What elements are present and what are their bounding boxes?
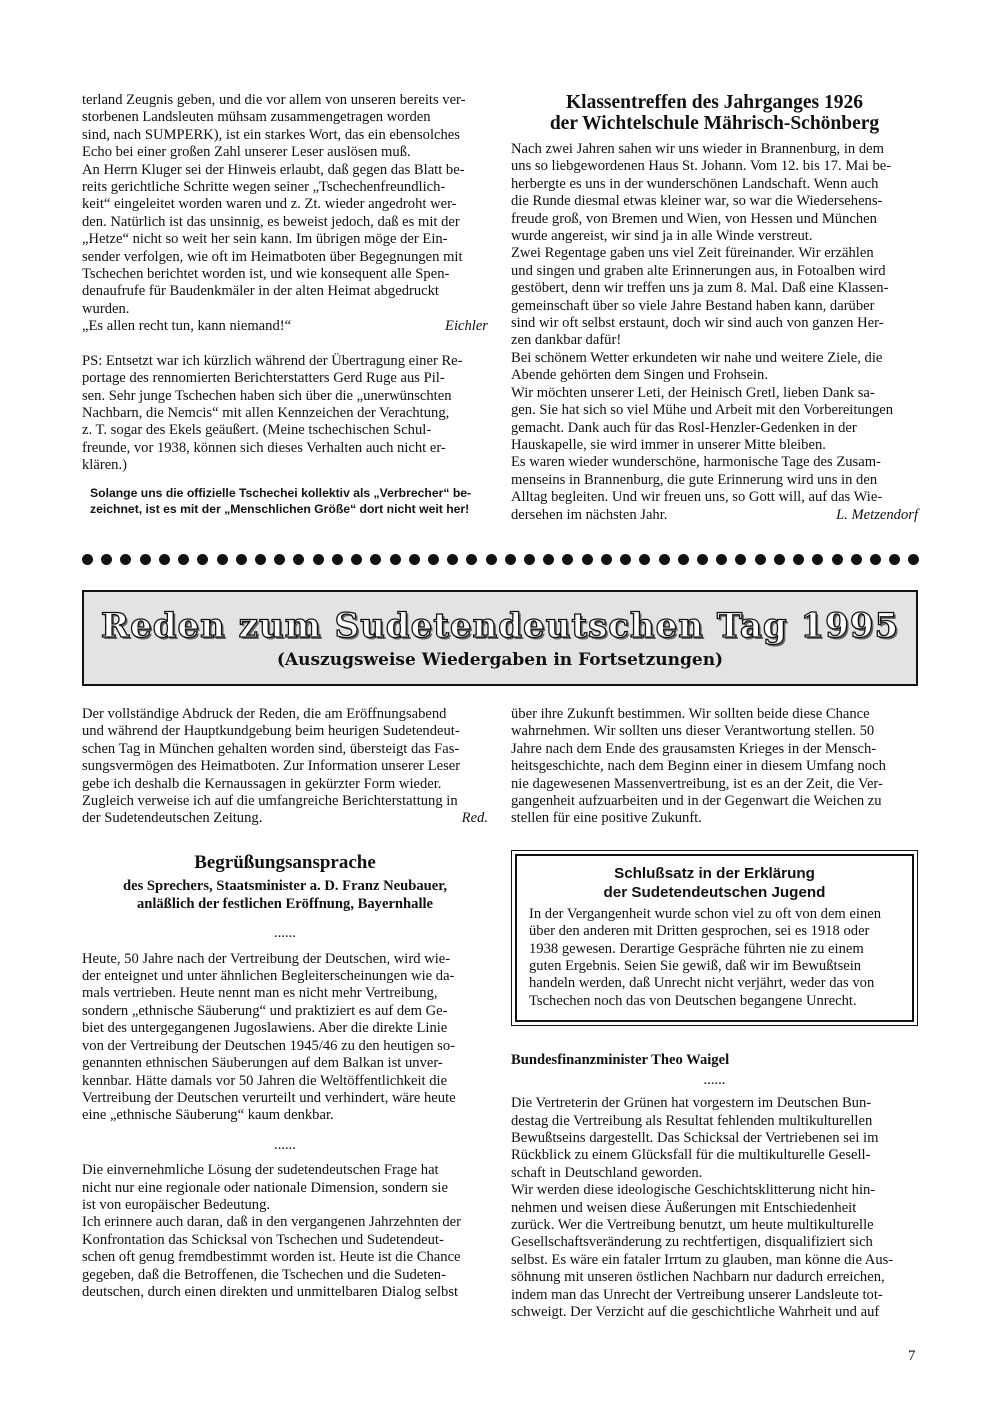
text-line: schen Tag in München gehalten worden sind, übersteigt das Fas- (82, 740, 460, 757)
separator-dot (678, 554, 689, 565)
text-line: „Hetze“ nicht so weit her sein kann. Im übrigen möge der Ein- (82, 231, 448, 248)
separator-dot (562, 554, 573, 565)
separator-dot (716, 554, 727, 565)
note-line: Solange uns die offizielle Tschechei kollektiv als „Verbrecher“ be- (90, 485, 472, 500)
editor-signature: Red. (461, 810, 488, 827)
text-line: über den anderen mit Dritten gesprochen, sei es 1918 oder (529, 923, 870, 940)
ellipsis: ...... (274, 1136, 296, 1153)
text-line: und singen und graben alte Erinnerungen aus, in Fotoalben wird (511, 262, 886, 279)
text-line: gegeben, daß die Betroffenen, die Tschechen und die Sudeten- (82, 1266, 446, 1283)
text-line: Die Vertreterin der Grünen hat vorgestern im Deutschen Bun- (511, 1095, 872, 1112)
text-line: Zugleich verweise ich auf die umfangreiche Berichterstattung in (82, 793, 458, 810)
text-line: genannten ethnischen Säuberungen auf dem Balkan ist unver- (82, 1055, 443, 1072)
separator-dot (313, 554, 324, 565)
text-line: freude groß, von Bremen und Wien, von Hessen und München (511, 210, 877, 227)
text-line: gebe ich deshalb die Kernaussagen in gekürzter Form wieder. (82, 775, 442, 792)
text-line: gangenheit aufzuarbeiten und in der Gegenwart die Weichen zu (511, 793, 882, 810)
separator-dot (197, 554, 208, 565)
text-line: nicht nur eine regionale oder nationale Dimension, sondern sie (82, 1179, 448, 1196)
text-line: Die einvernehmliche Lösung der sudetendeutschen Frage hat (82, 1162, 439, 1179)
text-line: Bei schönem Wetter erkundeten wir nahe und weitere Ziele, die (511, 349, 883, 366)
separator-dot (82, 554, 93, 565)
separator-dot (582, 554, 593, 565)
separator-dot (370, 554, 381, 565)
separator-dot (486, 554, 497, 565)
separator-dot (447, 554, 458, 565)
text-line: menseins in Brannenburg, die gute Erinnerung wird uns in den (511, 471, 878, 488)
text-line: Abende gehörten dem Singen und Frohsein. (511, 367, 768, 384)
ps-line: portage des rennomierten Berichterstatters Gerd Ruge aus Pil- (82, 370, 445, 387)
text-line: wurde angereist, wir sind ja in alle Winde verstreut. (511, 228, 813, 245)
text-line: Bewußtseins dargestellt. Das Schicksal der Vertriebenen sei im (511, 1129, 879, 1146)
separator-dot (140, 554, 151, 565)
ps-line: z. T. sogar des Ekels geäußert. (Meine tschechischen Schul- (82, 422, 432, 439)
box-title-line: der Sudetendeutschen Jugend (603, 883, 826, 901)
separator-dot (217, 554, 228, 565)
text-line: zurück. Wer die Vertreibung benutzt, um heute multikulturelle (511, 1216, 874, 1233)
box-title (529, 864, 900, 902)
waigel-heading: Bundesfinanzminister Theo Waigel (511, 1052, 730, 1069)
text-line: biet des untergegangenen Jugoslawiens. Aber die direkte Linie (82, 1020, 448, 1037)
page-number: 7 (908, 1348, 916, 1364)
text-line: söhnung mit unseren östlichen Nachbarn nur dadurch erreichen, (511, 1269, 885, 1286)
text-line: Zwei Regentage gaben uns viel Zeit füreinander. Wir erzählen (511, 245, 874, 262)
text-line: In der Vergangenheit wurde schon viel zu oft von dem einen (529, 905, 882, 922)
text-line: gestöbert, denn wir treffen uns ja zum 8. Mal. Daß eine Klassen- (511, 280, 889, 297)
bold-note (90, 485, 488, 517)
text-line: eine „ethnische Säuberung“ kaum denkbar. (82, 1107, 334, 1124)
banner-title: Reden zum Sudetendeutschen Tag 1995 (100, 606, 900, 646)
text-line: herbergte es uns in der wunderschönen Landschaft. Wenn auch (511, 175, 879, 192)
separator-dot (543, 554, 554, 565)
separator-dot (101, 554, 112, 565)
text-line: gemacht. Dank auch für das Rosl-Henzler-Gedenken in der (511, 419, 857, 436)
text-line: deutschen, durch einen direkten und unmittelbaren Dialog selbst (82, 1283, 459, 1300)
text-line: storbenen Landsleuten mühsam zusammengetragen worden (82, 109, 431, 126)
text-line: denaufrufe für Baudenkmäler in der alten Heimat abgedruckt (82, 283, 439, 300)
text-line: zen dankbar dafür! (511, 332, 622, 349)
box-title-line: Schlußsatz in der Erklärung (614, 864, 815, 882)
text-line: wahrnehmen. Wir sollten uns dieser Verantwortung stellen. 50 (511, 723, 875, 740)
separator-dot (332, 554, 343, 565)
text-line: Rückblick zu einem Glücksfall für die multikulturelle Gesell- (511, 1147, 871, 1164)
text-line: Tschechen berichtet worden ist, und wie konsequent alle Spen- (82, 266, 450, 283)
signature-row (511, 507, 918, 524)
right-top-column (511, 92, 918, 524)
text-line: stellen für eine positive Zukunft. (511, 810, 702, 827)
text-line: reits gerichtliche Schritte wegen seiner „Tschechenfreundlich- (82, 179, 446, 196)
separator-dot (851, 554, 862, 565)
text-line: Hauskapelle, sie wird immer in unserer Mitte bleiben. (511, 436, 826, 453)
separator-dot (639, 554, 650, 565)
text-line: keit“ eingeleitet worden waren und z. Zt. wieder angedroht wer- (82, 196, 457, 213)
separator-dot (908, 554, 919, 565)
ellipsis: ...... (274, 925, 296, 942)
text-line: guten Ergebnis. Seien Sie gewiß, daß wir im Bewußtsein (529, 958, 862, 975)
text-line: Nach zwei Jahren sahen wir uns wieder in Brannenburg, in dem (511, 141, 884, 157)
text-line: Ich erinnere auch daran, daß in den vergangenen Jahrzehnten der (82, 1214, 461, 1231)
text-line: mals vertrieben. Heute nennt man es nicht mehr Vertreibung, (82, 985, 438, 1002)
text-line: handeln werden, daß Unrecht nicht verjährt, weder das von (529, 975, 875, 992)
separator-dot (832, 554, 843, 565)
text-line: ist von europäischer Bedeutung. (82, 1196, 271, 1213)
text-line: 1938 gewesen. Derartige Gespräche führten nie zu einem (529, 940, 864, 957)
quote-row (82, 318, 488, 335)
ps-line: Nachbarn, die Nemcis“ mit allen Kennzeichen der Verachtung, (82, 404, 450, 421)
text-line: Alltag begleiten. Und wir freuen uns, so Gott will, auf das Wie- (511, 489, 883, 506)
text-line: heitsgeschichte, nach dem Beginn einer in diesem Umfang noch (511, 758, 886, 775)
separator-dot (659, 554, 670, 565)
text-line: Vertreibung der Deutschen verurteilt und verhindert, wäre heute (82, 1089, 456, 1106)
text-line: wurden. (82, 300, 130, 317)
separator-dot (735, 554, 746, 565)
text-line: destag die Vertreibung als Resultat fehlenden multikulturellen (511, 1112, 873, 1129)
separator-dot (409, 554, 420, 565)
text-line: gemeinschaft über so viele Jahre Bestand haben kann, darüber (511, 297, 875, 314)
text-line: Heute, 50 Jahre nach der Vertreibung der Deutschen, wird wie- (82, 950, 451, 967)
text-line: terland Zeugnis geben, und die vor allem von unseren bereits ver- (82, 92, 466, 108)
text-line: Wir möchten unserer Leti, der Heinisch Gretl, lieben Dank sa- (511, 384, 875, 401)
ellipsis: ...... (703, 1071, 726, 1088)
text-line: gen. Sie hat sich so viel Mühe und Arbeit mit den Vorbereitungen (511, 402, 894, 419)
separator-dot (774, 554, 785, 565)
separator-dot (274, 554, 285, 565)
text-line: dersehen im nächsten Jahr. (511, 506, 668, 523)
text-line: indem man das Unrecht der Vertreibung unserer Landsleute tot- (511, 1286, 883, 1303)
intro-signature-row (82, 810, 488, 827)
text-line: sender verfolgen, wie oft im Heimatboten über Begegnungen mit (82, 248, 463, 265)
speech-subtitle (82, 877, 488, 913)
text-line: Echo bei einer großen Zahl unserer Leser auslösen muß. (82, 144, 411, 161)
separator-dot (428, 554, 439, 565)
text-line: den. Natürlich ist das unsinnig, es beweist jedoch, daß es mit der (82, 213, 460, 230)
text-line: sind, nach SUMPERK), ist ein starkes Wort, das ein ebensolches (82, 126, 460, 143)
text-line: Tschechen noch das von Deutschen begangene Unrecht. (529, 992, 857, 1009)
quote: „Es allen recht tun, kann niemand!“ (82, 318, 292, 335)
text-line: über ihre Zukunft bestimmen. Wir sollten beide diese Chance (511, 706, 870, 722)
separator-dot (793, 554, 804, 565)
text-line: Es waren wieder wunderschöne, harmonische Tage des Zusam- (511, 454, 881, 471)
separator-dot (755, 554, 766, 565)
separator-dot (159, 554, 170, 565)
title-line: Klassentreffen des Jahrganges 1926 (565, 92, 863, 113)
text-line: und während der Hauptkundgebung beim heurigen Sudetendeut- (82, 723, 460, 740)
text-line: selbst. Es wäre ein fataler Irrtum zu glauben, man könne die Aus- (511, 1251, 894, 1268)
text-line: nehmen und weisen diese Äußerungen mit Entschiedenheit (511, 1199, 857, 1216)
text-line: schweigt. Der Verzicht auf die geschichtliche Wahrheit und auf (511, 1303, 880, 1320)
ps-line: klären.) (82, 457, 127, 474)
subtitle-line: des Sprechers, Staatsminister a. D. Franz Neubauer, (122, 878, 448, 895)
text-line: sondern „ethnische Säuberung“ und praktiziert es auf dem Ge- (82, 1002, 448, 1019)
article-author: L. Metzendorf (836, 506, 918, 523)
text-line: die Runde diesmal etwas kleiner war, so war die Wiedersehens- (511, 193, 883, 210)
separator-dot (390, 554, 401, 565)
separator-dot (255, 554, 266, 565)
text-line: schen oft genug fremdbestimmt worden ist. Heute ist die Chance (82, 1249, 461, 1266)
box-text (529, 906, 900, 1010)
youth-declaration-box (515, 854, 914, 1022)
separator-dot (120, 554, 131, 565)
text-line: sind wir oft selbst erstaunt, doch wir sind auch von ganzen Her- (511, 315, 884, 332)
separator-dot (466, 554, 477, 565)
separator-dot (505, 554, 516, 565)
text-line: Jahre nach dem Ende des grausamsten Krieges in der Mensch- (511, 740, 877, 757)
article-title (511, 92, 918, 134)
speech-title: Begrüßungsansprache (194, 851, 376, 873)
text-line: sungsvermögen des Heimatboten. Zur Information unserer Leser (82, 758, 461, 775)
title-line: der Wichtelschule Mährisch-Schönberg (549, 113, 880, 134)
text-line: der enteignet und unter ähnlichen Begleiterscheinungen wie da- (82, 968, 455, 985)
subtitle-line: anläßlich der festlichen Eröffnung, Bayernhalle (136, 896, 434, 913)
separator-dot (601, 554, 612, 565)
banner-subtitle: (Auszugsweise Wiedergaben in Fortsetzungen) (276, 650, 724, 670)
section-banner (82, 590, 918, 686)
text-line: Gesellschaftsveränderung zu rechtfertigen, disqualifiziert sich (511, 1234, 873, 1251)
text-line: von der Vertreibung der Deutschen 1945/46 zu den heutigen so- (82, 1037, 455, 1054)
dotted-separator (82, 554, 920, 565)
ps-line: freunde, vor 1938, können sich dieses Verhalten auch nicht er- (82, 439, 446, 456)
ps-line: PS: Entsetzt war ich kürzlich während der Übertragung einer Re- (82, 352, 463, 369)
separator-dot (620, 554, 631, 565)
separator-dot (870, 554, 881, 565)
separator-dot (697, 554, 708, 565)
text-line: An Herrn Kluger sei der Hinweis erlaubt, daß gegen das Blatt be- (82, 161, 465, 178)
text-line: Wir werden diese ideologische Geschichtsklitterung nicht hin- (511, 1182, 876, 1199)
text-line: nie dagewesenen Massenvertreibung, ist es an der Zeit, die Ver- (511, 775, 883, 792)
quote-author: Eichler (445, 318, 488, 335)
note-line: zeichnet, ist es mit der „Menschlichen Größe“ dort nicht weit her! (90, 501, 470, 516)
separator-dot (293, 554, 304, 565)
separator-dot (351, 554, 362, 565)
text-line: schaft in Deutschland geworden. (511, 1164, 703, 1181)
text-line: kennbar. Hätte damals vor 50 Jahren die Weltöffentlichkeit die (82, 1072, 448, 1089)
text-line: uns so liebgewordenen Haus St. Johann. Vom 12. bis 17. Mai be- (511, 158, 892, 175)
text-line: Konfrontation das Schicksal von Tschechen und Sudetendeut- (82, 1231, 444, 1248)
ps-line: sen. Sehr junge Tschechen haben sich über die „unerwünschten (82, 387, 452, 404)
text-line: der Sudetendeutschen Zeitung. (82, 810, 263, 827)
right-bottom-column (511, 706, 918, 1321)
separator-dot (524, 554, 535, 565)
left-top-column (82, 92, 488, 517)
separator-dot (178, 554, 189, 565)
separator-dot (889, 554, 900, 565)
left-bottom-column (82, 706, 488, 1301)
separator-dot (236, 554, 247, 565)
text-line: Der vollständige Abdruck der Reden, die am Eröffnungsabend (82, 706, 447, 722)
separator-dot (812, 554, 823, 565)
